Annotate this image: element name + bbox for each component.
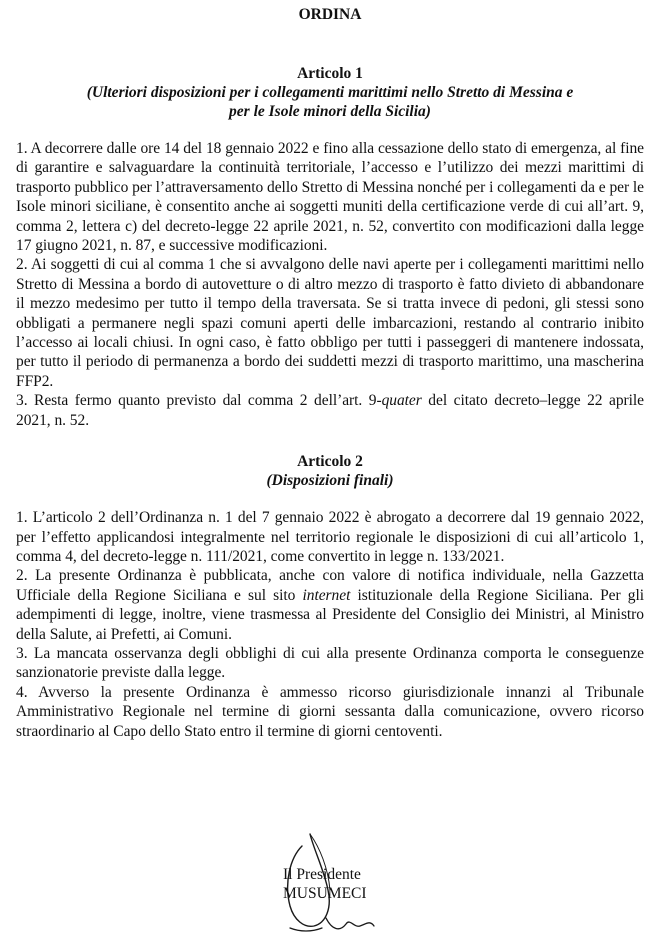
- article-1-subtitle-line1: (Ulteriori disposizioni per i collegamenti marittimi nello Stretto di Messina e: [86, 84, 574, 101]
- signature-title: Il Presidente: [283, 866, 361, 883]
- article-1-body: [16, 139, 644, 430]
- article-1-paragraph-3-italic: quater: [381, 392, 422, 410]
- article-1: [16, 64, 644, 430]
- article-2-body: [16, 508, 644, 741]
- article-1-title: Articolo 1: [297, 65, 363, 82]
- article-2-paragraph-2-text-b: istituzionale della Regione Siciliana. Per gli adempimenti di legge, inoltre, viene trasmessa al Presidente del Consiglio dei Ministri, al Ministro della Salute, ai Prefetti, ai Comuni.: [16, 586, 645, 643]
- article-1-paragraph-2: 2. Ai soggetti di cui al comma 1 che si avvalgono delle navi aperte per i collegamenti marittimi nello Stretto di Messina a bordo di autovetture o di altro mezzo di trasporto è fatto divieto di abbandonare il mezzo medesimo per tutto il tempo della traversata. Se si tratta invece di pedoni, gli stessi sono obbligati a permanere negli spazi comuni aperti delle imbarcazioni, restando al contrario inibito l’accesso ai locali chiusi. In ogni caso, è fatto obbligo per tutti i passeggeri di mantenere indossata, per tutto il periodo di permanenza a bordo dei suddetti mezzi di trasporto marittimo, una mascherina FFP2.: [16, 256, 644, 390]
- article-2-paragraph-2: [16, 566, 644, 644]
- ordina-heading: ORDINA: [298, 6, 362, 23]
- article-2-paragraph-4: 4. Avverso la presente Ordinanza è ammesso ricorso giurisdizionale innanzi al Tribunale Amministrativo Regionale nel termine di giorni sessanta dalla comunicazione, ovvero ricorso straordinario al Capo dello Stato entro il termine di giorni centoventi.: [16, 683, 644, 740]
- signature-name: MUSUMECI: [283, 885, 367, 902]
- article-1-paragraph-3: [16, 391, 644, 430]
- article-1-subtitle-line2: per le Isole minori della Sicilia): [229, 103, 431, 120]
- article-2-subtitle: (Disposizioni finali): [266, 472, 394, 490]
- article-2-paragraph-2-text-a: 2. La presente Ordinanza è pubblicata, anche con valore di notifica individuale, nella Gazzetta Ufficiale della Regione Siciliana e sul sito: [16, 567, 644, 604]
- article-1-paragraph-3-text-b: del citato decreto–legge 22 aprile 2021, n. 52.: [16, 392, 645, 429]
- article-2-paragraph-3: 3. La mancata osservanza degli obblighi di cui alla presente Ordinanza comporta le conseguenze sanzionatorie previste dalla legge.: [16, 644, 644, 682]
- article-1-paragraph-1: 1. A decorrere dalle ore 14 del 18 gennaio 2022 e fino alla cessazione dello stato di emergenza, al fine di garantire e salvaguardare la continuità territoriale, l’accesso e l’utilizzo dei mezzi marittimi di trasporto pubblico per l’attraversamento dello Stretto di Messina nonché per i collegamenti da e per le Isole minori siciliane, è consentito anche ai soggetti muniti della certificazione verde di cui all’art. 9, comma 2, lettera c) del decreto-legge 22 aprile 2021, n. 52, convertito con modificazioni dalla legge 17 giugno 2021, n. 87, e successive modificazioni.: [16, 140, 644, 255]
- article-2-paragraph-1: 1. L’articolo 2 dell’Ordinanza n. 1 del 7 gennaio 2022 è abrogato a decorrere dal 19 gennaio 2022, per l’effetto applicandosi integralmente nel territorio regionale le disposizioni di cui all’articolo 1, comma 4, del decreto-legge n. 111/2021, come convertito in legge n. 133/2021.: [16, 509, 644, 565]
- article-1-paragraph-3-text-a: 3. Resta fermo quanto previsto dal comma 2 dell’art. 9-: [16, 392, 382, 410]
- article-2-title: Articolo 2: [297, 453, 363, 471]
- article-2-paragraph-2-italic: internet: [302, 586, 351, 604]
- article-2: [16, 452, 644, 741]
